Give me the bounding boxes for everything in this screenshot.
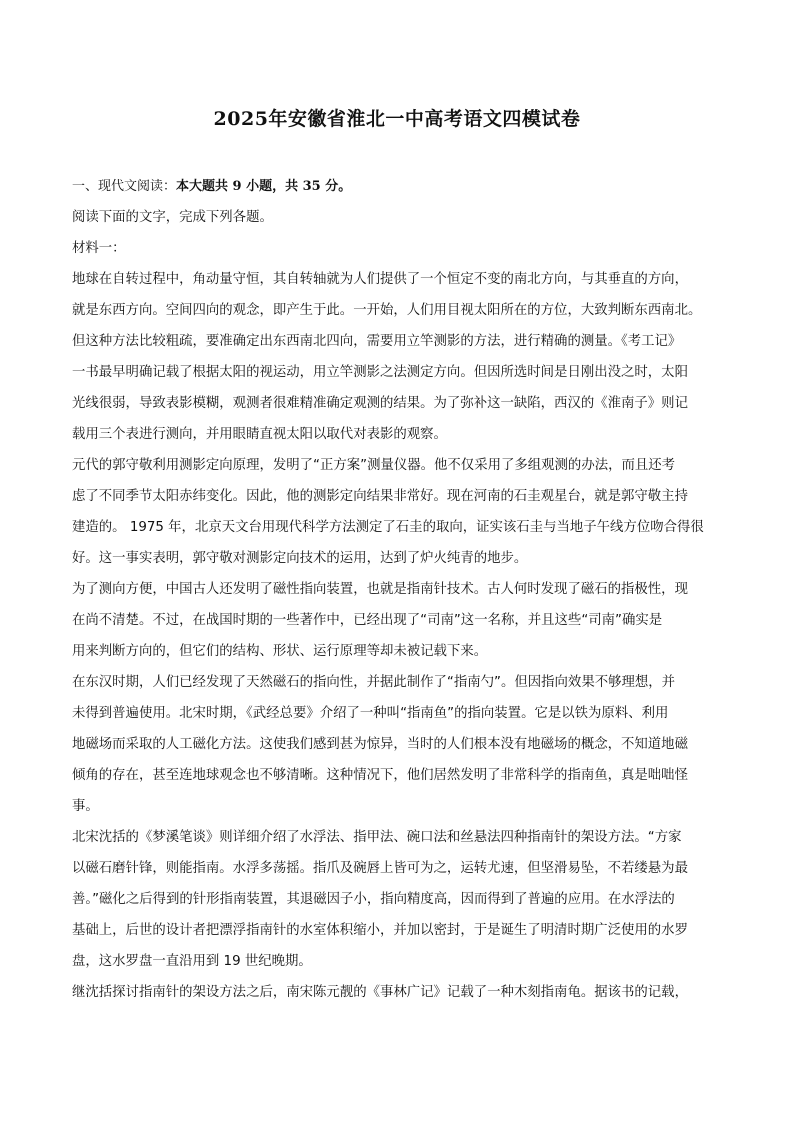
text-line: 元代的郭守敬利用测影定向原理，发明了“正方案”测量仪器。他不仅采用了多组观测的办法，而且还考 (72, 458, 676, 473)
text-line: 以磁石磨针锋，则能指南。水浮多荡摇。指爪及碗唇上皆可为之，运转尤速，但坚滑易坠，不若缕悬为最 (72, 861, 688, 876)
body-text (72, 202, 722, 1008)
text-line: 载用三个表进行测向，并用眼睛直视太阳以取代对表影的观察。 (72, 427, 447, 442)
text-line: 光线很弱，导致表影模糊，观测者很难精准确定观测的结果。为了弥补这一缺陷，西汉的《淮南子》则记 (72, 396, 688, 411)
text-line: 但这种方法比较粗疏，要准确定出东西南北四向，需要用立竿测影的方法，进行精确的测量。《考工记》 (72, 334, 682, 349)
text-line: 好。这一事实表明，郭守敬对测影定向技术的运用，达到了炉火纯青的地步。 (72, 551, 528, 566)
text-line: 地磁场而采取的人工磁化方法。这使我们感到甚为惊异，当时的人们根本没有地磁场的概念，不知道地磁 (72, 737, 688, 752)
text-line: 就是东西方向。空间四向的观念，即产生于此。一开始，人们用目视太阳所在的方位，大致判断东西南北。 (72, 303, 702, 318)
text-line: 为了测向方便，中国古人还发明了磁性指向装置，也就是指南针技术。古人何时发现了磁石的指极性，现 (72, 582, 688, 597)
text-line: 建造的。 1975 年，北京天文台用现代科学方法测定了石圭的取向，证实该石圭与当地子午线方位吻合得很 (72, 520, 704, 535)
text-line: 阅读下面的文字，完成下列各题。 (72, 210, 273, 225)
text-line: 材料一： (72, 241, 126, 256)
text-line: 北宋沈括的《梦溪笔谈》则详细介绍了水浮法、指甲法、碗口法和丝悬法四种指南针的架设方法。“方家 (72, 830, 682, 845)
text-line: 用来判断方向的，但它们的结构、形状、运行原理等却未被记载下来。 (72, 644, 488, 659)
text-line: 倾角的存在，甚至连地球观念也不够清晰。这种情况下，他们居然发明了非常科学的指南鱼，真是咄咄怪 (72, 768, 688, 783)
section-heading-prefix: 一、现代文阅读： (72, 179, 177, 194)
text-line: 基础上，后世的设计者把漂浮指南针的水室体积缩小，并加以密封，于是诞生了明清时期广泛使用的水罗 (72, 923, 688, 938)
text-line: 未得到普遍使用。北宋时期，《武经总要》介绍了一种叫“指南鱼”的指向装置。它是以铁为原料、利用 (72, 706, 669, 721)
text-line: 盘，这水罗盘一直沿用到 19 世纪晚期。 (72, 954, 312, 969)
text-line: 虑了不同季节太阳赤纬变化。因此，他的测影定向结果非常好。现在河南的石圭观星台，就是郭守敬主持 (72, 489, 688, 504)
text-line: 继沈括探讨指南针的架设方法之后，南宋陈元靓的《事林广记》记载了一种木刻指南龟。据该书的记载， (72, 985, 688, 1000)
text-line: 善。”磁化之后得到的针形指南装置，其退磁因子小，指向精度高，因而得到了普遍的应用。在水浮法的 (72, 892, 675, 907)
text-line: 在东汉时期，人们已经发现了天然磁石的指向性，并据此制作了“指南勺”。但因指向效果不够理想，并 (72, 675, 676, 690)
text-line: 一书最早明确记载了根据太阳的视运动，用立竿测影之法测定方向。但因所选时间是日刚出没之时，太阳 (72, 365, 688, 380)
document-title: 2025年安徽省淮北一中高考语文四模试卷 (213, 108, 581, 130)
text-line: 在尚不清楚。不过，在战国时期的一些著作中，已经出现了“司南”这一名称，并且这些“司南”确实是 (72, 613, 663, 628)
text-line: 地球在自转过程中，角动量守恒，其自转轴就为人们提供了一个恒定不变的南北方向，与其垂直的方向， (72, 272, 688, 287)
section-heading-detail: 本大题共 9 小题，共 35 分。 (176, 179, 352, 194)
section-heading (72, 175, 351, 194)
text-line: 事。 (72, 799, 99, 814)
